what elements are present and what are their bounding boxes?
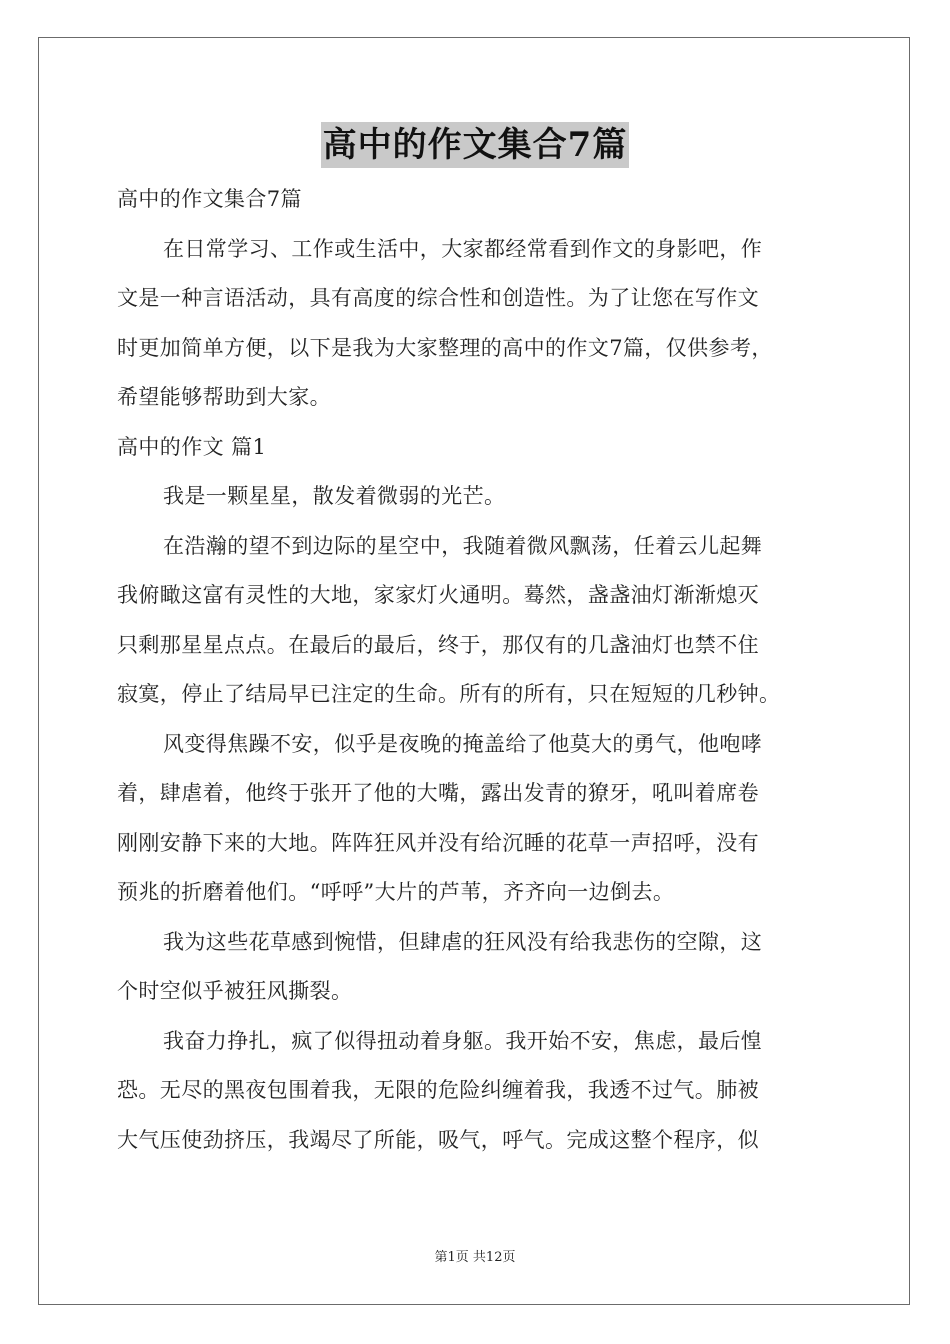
document-title: 高中的作文集合7篇 (321, 122, 630, 168)
document-body (117, 175, 847, 1165)
body-line-20: 大气压使劲挤压，我竭尽了所能，吸气，呼气。完成这整个程序，似 (117, 1127, 759, 1152)
body-line-16: 我为这些花草感到惋惜，但肆虐的狂风没有给我悲伤的空隙，这 (163, 929, 763, 954)
body-line-17: 个时空似乎被狂风撕裂。 (117, 979, 353, 1003)
body-line-7: 我是一颗星星，散发着微弱的光芒。 (163, 484, 506, 508)
body-line-12: 风变得焦躁不安，似乎是夜晚的掩盖给了他莫大的勇气，他咆哮 (163, 731, 763, 756)
body-line-13: 着，肆虐着，他终于张开了他的大嘴，露出发青的獠牙，吼叫着席卷 (117, 781, 759, 805)
body-line-9: 我俯瞰这富有灵性的大地，家家灯火通明。蓦然，盏盏油灯渐渐熄灭 (117, 583, 759, 607)
body-line-3: 文是一种言语活动，具有高度的综合性和创造性。为了让您在写作文 (117, 286, 759, 310)
body-line-8: 在浩瀚的望不到边际的星空中，我随着微风飘荡，任着云儿起舞 (163, 533, 763, 558)
body-line-5: 希望能够帮助到大家。 (117, 385, 331, 409)
body-line-15: 预兆的折磨着他们。“呼呼”大片的芦苇，齐齐向一边倒去。 (117, 880, 675, 904)
title-container (0, 122, 950, 168)
body-line-4: 时更加简单方便，以下是我为大家整理的高中的作文7篇，仅供参考， (117, 335, 773, 360)
body-line-2: 在日常学习、工作或生活中，大家都经常看到作文的身影吧，作 (163, 236, 763, 261)
body-line-1: 高中的作文集合7篇 (117, 187, 302, 211)
body-line-18: 我奋力挣扎，疯了似得扭动着身躯。我开始不安，焦虑，最后惶 (163, 1028, 763, 1053)
page-footer (0, 1246, 950, 1265)
body-line-19: 恐。无尽的黑夜包围着我，无限的危险纠缠着我，我透不过气。肺被 (117, 1078, 759, 1102)
section-heading: 高中的作文 篇1 (117, 434, 267, 459)
body-line-14: 刚刚安静下来的大地。阵阵狂风并没有给沉睡的花草一声招呼，没有 (117, 830, 759, 855)
body-line-10: 只剩那星星点点。在最后的最后，终于，那仅有的几盏油灯也禁不住 (117, 632, 759, 657)
body-line-11: 寂寞，停止了结局早已注定的生命。所有的所有，只在短短的几秒钟。 (117, 682, 781, 706)
page-number: 第1页 共12页 (434, 1250, 516, 1265)
